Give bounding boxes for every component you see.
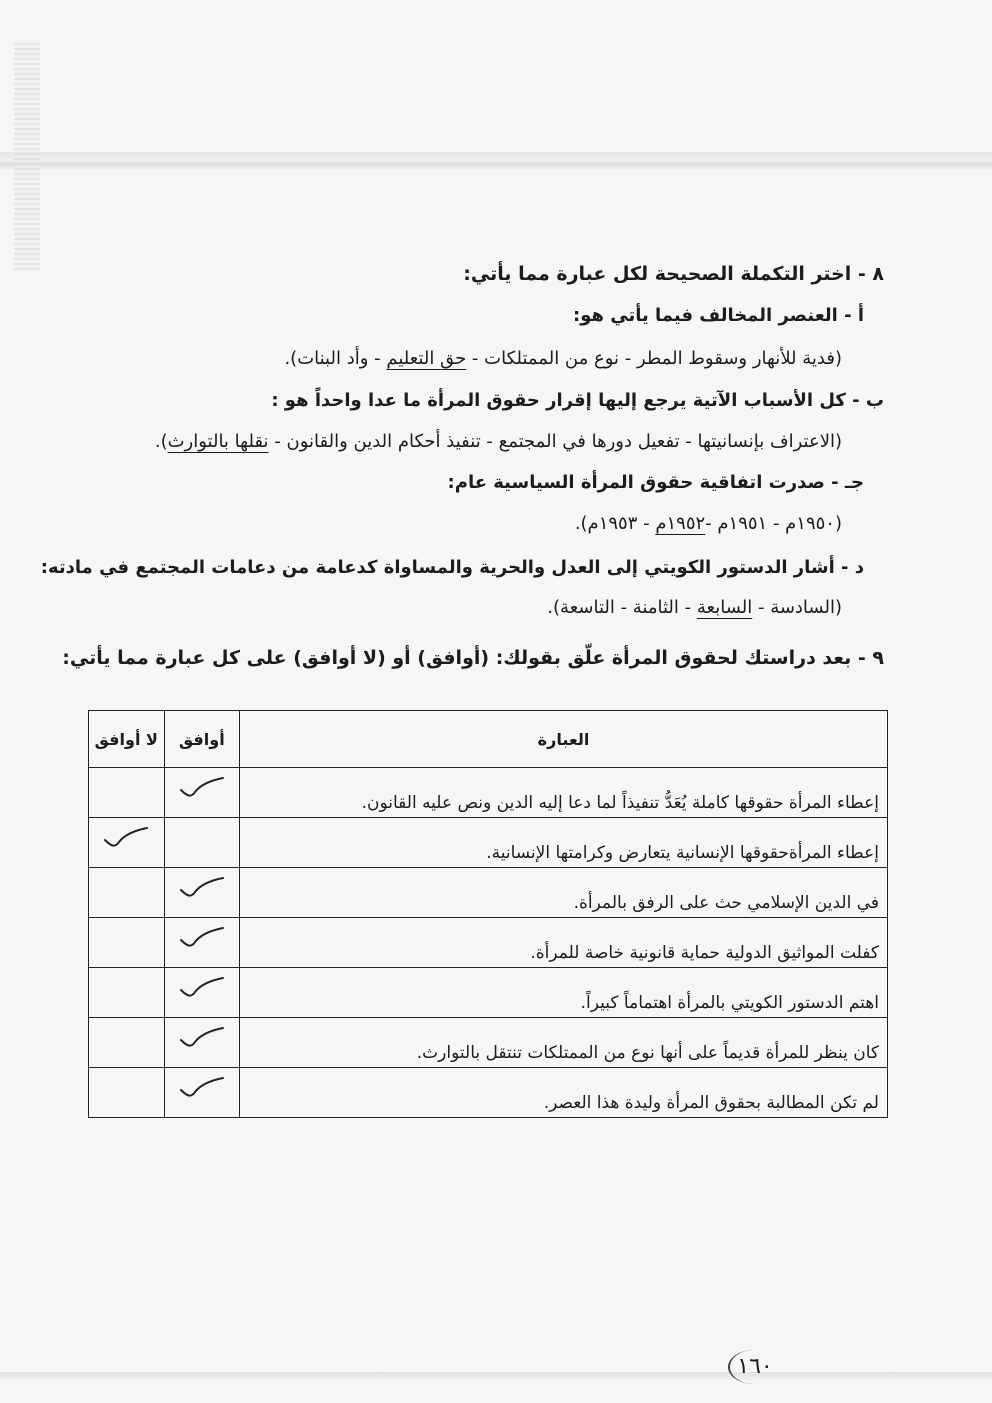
disagree-cell[interactable] — [89, 768, 165, 818]
scan-artifact-bottom — [0, 1372, 992, 1380]
row-statement: اهتم الدستور الكويتي بالمرأة اهتماماً كبيراً. — [240, 968, 888, 1018]
header-agree: أوافق — [164, 711, 240, 768]
q8-a-options: (فدية للأنهار وسقوط المطر - نوع من الممتلكات - حق التعليم - وأد البنات). — [284, 348, 842, 369]
agree-cell[interactable] — [164, 768, 240, 818]
row-statement: كان ينظر للمرأة قديماً على أنها نوع من الممتلكات تنتقل بالتوارث. — [240, 1018, 888, 1068]
row-statement: إعطاء المرأةحقوقها الإنسانية يتعارض وكرامتها الإنسانية. — [240, 818, 888, 868]
scan-artifact-left — [14, 40, 40, 270]
question-9-title: ٩ - بعد دراستك لحقوق المرأة علّق بقولك: (أوافق) أو (لا أوافق) على كل عبارة مما يأتي: — [62, 647, 884, 669]
check-icon — [179, 776, 225, 804]
agree-disagree-table — [88, 710, 888, 1118]
q8-b-options: (الاعتراف بإنسانيتها - تفعيل دورها في المجتمع - تنفيذ أحكام الدين والقانون - نقلها بالتوارث). — [154, 431, 842, 452]
header-disagree: لا أوافق — [89, 711, 165, 768]
scan-artifact-top — [0, 152, 992, 170]
page-number: ١٦٠ — [728, 1350, 780, 1384]
q8-c-stem: جـ - صدرت اتفاقية حقوق المرأة السياسية عام: — [447, 472, 864, 493]
table-row — [89, 918, 888, 968]
q8-d-selected: السابعة — [696, 597, 753, 618]
q8-c-options: (١٩٥٠م - ١٩٥١م -١٩٥٢م - ١٩٥٣م). — [574, 513, 842, 534]
disagree-cell[interactable] — [89, 818, 165, 868]
row-statement: لم تكن المطالبة بحقوق المرأة وليدة هذا العصر. — [240, 1068, 888, 1118]
table-row — [89, 818, 888, 868]
agree-cell[interactable] — [164, 968, 240, 1018]
table-row — [89, 868, 888, 918]
disagree-cell[interactable] — [89, 968, 165, 1018]
disagree-cell[interactable] — [89, 1018, 165, 1068]
check-icon — [179, 876, 225, 904]
check-icon — [179, 976, 225, 1004]
header-statement: العبارة — [240, 711, 888, 768]
table-row — [89, 968, 888, 1018]
table-row — [89, 1068, 888, 1118]
check-icon — [179, 1026, 225, 1054]
agree-cell[interactable] — [164, 868, 240, 918]
q8-b-selected: نقلها بالتوارث — [167, 431, 269, 452]
check-icon — [103, 826, 149, 854]
q8-a-selected: حق التعليم — [386, 348, 467, 369]
q8-a-stem: أ - العنصر المخالف فيما يأتي هو: — [573, 305, 864, 326]
check-icon — [179, 1076, 225, 1104]
q8-b-stem: ب - كل الأسباب الآتية يرجع إليها إقرار حقوق المرأة ما عدا واحداً هو : — [271, 390, 884, 411]
agree-cell[interactable] — [164, 818, 240, 868]
table-header-row — [89, 711, 888, 768]
row-statement: إعطاء المرأة حقوقها كاملة يُعَدُّ تنفيذاً لما دعا إليه الدين ونص عليه القانون. — [240, 768, 888, 818]
row-statement: كفلت المواثيق الدولية حماية قانونية خاصة للمرأة. — [240, 918, 888, 968]
table-row — [89, 1018, 888, 1068]
agree-cell[interactable] — [164, 1018, 240, 1068]
disagree-cell[interactable] — [89, 1068, 165, 1118]
q8-d-stem: د - أشار الدستور الكويتي إلى العدل والحرية والمساواة كدعامة من دعامات المجتمع في مادته: — [40, 557, 864, 578]
q8-c-selected: ١٩٥٢م — [655, 513, 706, 534]
agree-cell[interactable] — [164, 918, 240, 968]
table-row — [89, 768, 888, 818]
agree-cell[interactable] — [164, 1068, 240, 1118]
disagree-cell[interactable] — [89, 868, 165, 918]
q8-d-options: (السادسة - السابعة - الثامنة - التاسعة). — [547, 597, 842, 618]
question-8-title: ٨ - اختر التكملة الصحيحة لكل عبارة مما يأتي: — [463, 263, 884, 285]
check-icon — [179, 926, 225, 954]
disagree-cell[interactable] — [89, 918, 165, 968]
row-statement: في الدين الإسلامي حث على الرفق بالمرأة. — [240, 868, 888, 918]
